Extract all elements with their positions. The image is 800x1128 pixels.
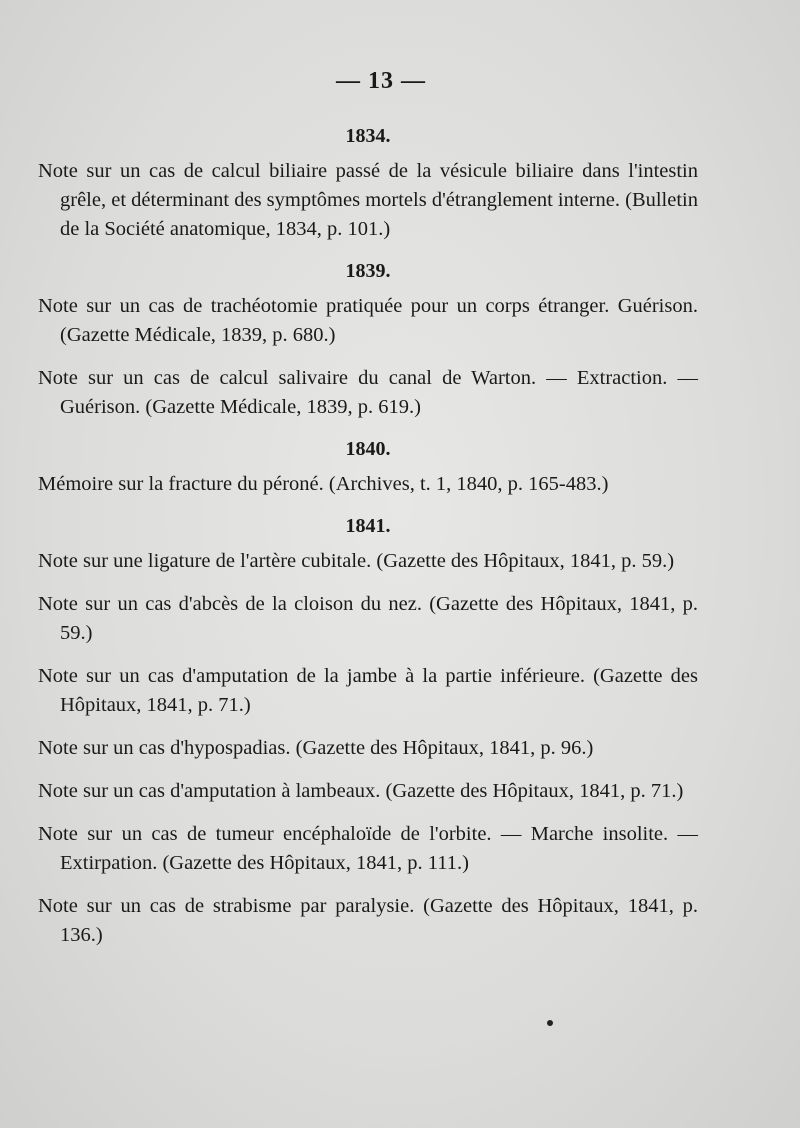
bibliography-entry: Note sur un cas d'amputation de la jambe à la partie inférieure. (Gazette des Hôpitaux, 1841, p. 71.) [38, 665, 698, 716]
page-content [38, 68, 698, 964]
bibliography-entry: Note sur un cas de tumeur encéphaloïde de l'orbite. — Marche insolite. — Extirpation. (Gazette des Hôpitaux, 1841, p. 111.) [38, 823, 698, 874]
bibliography-entry: Note sur un cas de trachéotomie pratiquée pour un corps étranger. Guérison. (Gazette Médicale, 1839, p. 680.) [38, 295, 698, 346]
year-section [38, 436, 698, 499]
page-number: — 13 — [336, 68, 426, 94]
ink-spot [547, 1020, 553, 1026]
bibliography-entry: Note sur un cas de strabisme par paralysie. (Gazette des Hôpitaux, 1841, p. 136.) [38, 895, 698, 946]
bibliography-entry: Mémoire sur la fracture du péroné. (Archives, t. 1, 1840, p. 165-483.) [38, 473, 609, 495]
year-heading: 1840. [345, 438, 391, 460]
year-section [38, 123, 698, 244]
year-section [38, 258, 698, 422]
bibliography-list [38, 123, 698, 950]
year-heading: 1834. [345, 125, 391, 147]
bibliography-entry: Note sur une ligature de l'artère cubitale. (Gazette des Hôpitaux, 1841, p. 59.) [38, 550, 675, 572]
bibliography-entry: Note sur un cas d'hypospadias. (Gazette des Hôpitaux, 1841, p. 96.) [38, 737, 594, 759]
bibliography-entry: Note sur un cas d'abcès de la cloison du nez. (Gazette des Hôpitaux, 1841, p. 59.) [38, 593, 698, 644]
bibliography-entry: Note sur un cas d'amputation à lambeaux. (Gazette des Hôpitaux, 1841, p. 71.) [38, 780, 684, 802]
year-section [38, 513, 698, 950]
bibliography-entry: Note sur un cas de calcul biliaire passé de la vésicule biliaire dans l'intestin grêle, et déterminant des symptômes mortels d'étranglement interne. (Bulletin de la Société anatomique, 1834, p. 101.) [38, 160, 698, 240]
year-heading: 1841. [345, 515, 391, 537]
bibliography-entry: Note sur un cas de calcul salivaire du canal de Warton. — Extraction. — Guérison. (Gazette Médicale, 1839, p. 619.) [38, 367, 698, 418]
year-heading: 1839. [345, 260, 391, 282]
